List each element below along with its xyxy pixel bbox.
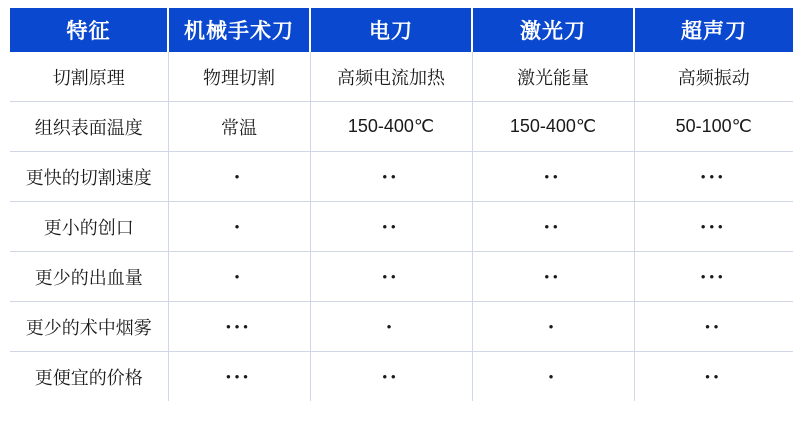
cell-value: 常温 — [168, 102, 310, 152]
rating-dots: •• — [310, 152, 472, 202]
rating-dots: •• — [310, 202, 472, 252]
rating-dots: •• — [472, 152, 634, 202]
column-header-electrosurgical-knife: 电刀 — [310, 8, 472, 52]
table-row — [10, 352, 793, 402]
rating-dots: • — [168, 152, 310, 202]
column-header-feature: 特征 — [10, 8, 168, 52]
rating-dots: • — [310, 302, 472, 352]
rating-dots: •• — [705, 369, 723, 384]
rating-dots: •• — [310, 252, 472, 302]
cell-value: 50-100℃ — [634, 102, 793, 152]
table-row — [10, 302, 793, 352]
rating-dots: •• — [472, 252, 634, 302]
row-label: 更便宜的价格 — [10, 352, 168, 402]
table-row — [10, 102, 793, 152]
rating-dots: •• — [634, 302, 793, 352]
cell-value: 150-400℃ — [310, 102, 472, 152]
surgical-knife-comparison-table — [10, 8, 793, 401]
rating-dots: ••• — [168, 302, 310, 352]
rating-dots: • — [472, 352, 634, 402]
row-label: 更快的切割速度 — [10, 152, 168, 202]
row-label: 组织表面温度 — [10, 102, 168, 152]
header-row — [10, 8, 793, 52]
rating-dots: ••• — [634, 252, 793, 302]
rating-dots: ••• — [168, 352, 310, 402]
rating-dots: ••• — [634, 202, 793, 252]
row-label: 更小的创口 — [10, 202, 168, 252]
table-row — [10, 202, 793, 252]
cell-value: 高频振动 — [634, 52, 793, 102]
row-label: 更少的出血量 — [10, 252, 168, 302]
column-header-laser-knife: 激光刀 — [472, 8, 634, 52]
table-row — [10, 152, 793, 202]
column-header-mechanical-scalpel: 机械手术刀 — [168, 8, 310, 52]
table-row — [10, 252, 793, 302]
row-label: 切割原理 — [10, 52, 168, 102]
table-row — [10, 52, 793, 102]
cell-value: 高频电流加热 — [310, 52, 472, 102]
row-label: 更少的术中烟雾 — [10, 302, 168, 352]
cell-value: 物理切割 — [168, 52, 310, 102]
rating-dots: • — [168, 202, 310, 252]
cell-value: 150-400℃ — [472, 102, 634, 152]
table-body — [10, 52, 793, 401]
column-header-ultrasonic-knife: 超声刀 — [634, 8, 793, 52]
rating-dots: •• — [472, 202, 634, 252]
rating-dots: ••• — [634, 152, 793, 202]
table-header — [10, 8, 793, 52]
rating-dots: • — [168, 252, 310, 302]
rating-dots: • — [472, 302, 634, 352]
rating-dots: •• — [310, 352, 472, 402]
cell-value: 激光能量 — [472, 52, 634, 102]
